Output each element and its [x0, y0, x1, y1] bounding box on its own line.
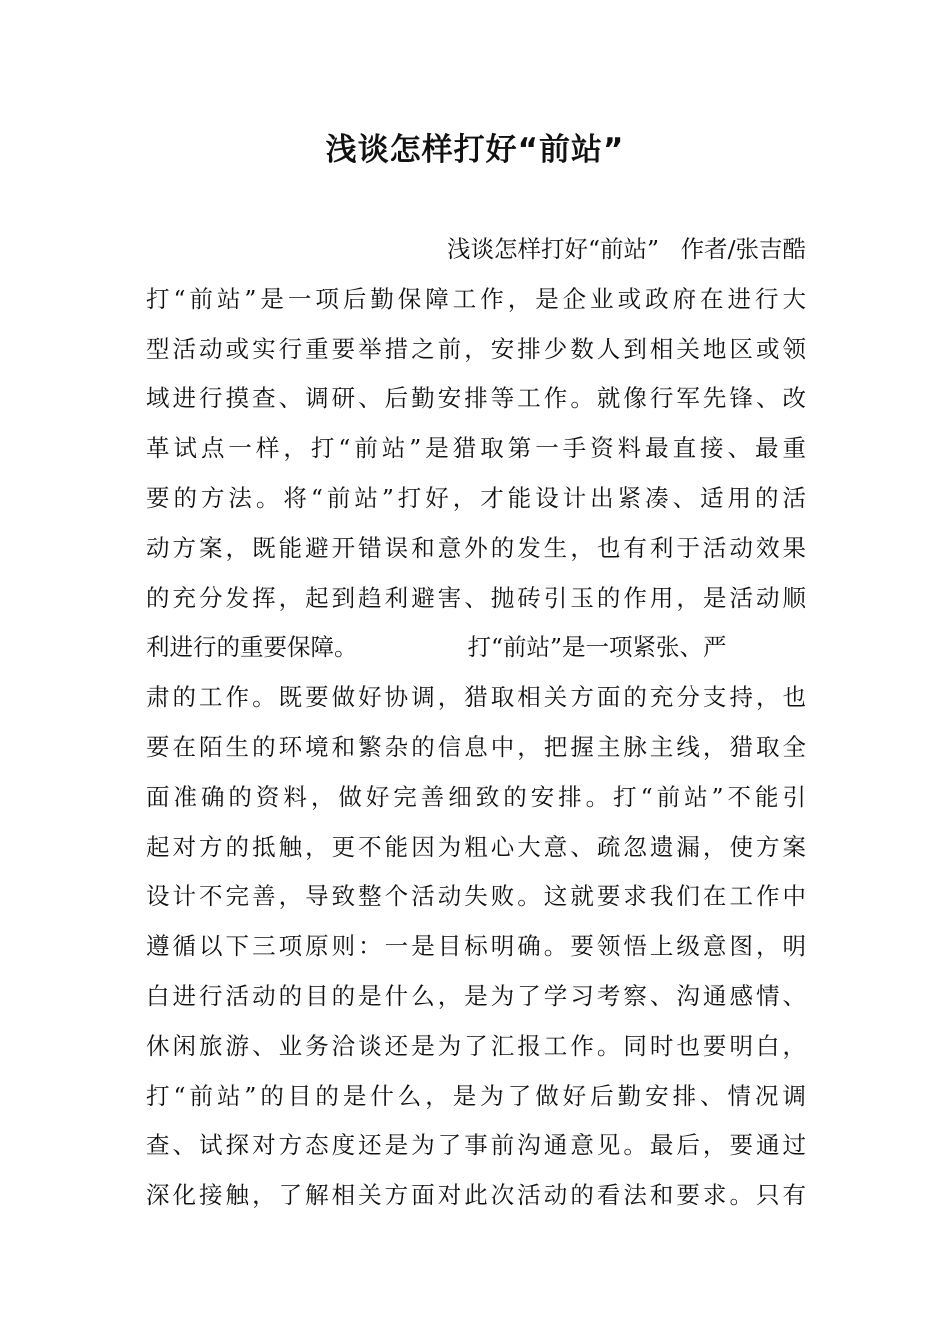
paragraph-start-text: 打“前站”是一项紧张、严 [467, 633, 727, 662]
text-line: 深化接触，了解相关方面对此次活动的看法和要求。只有 [146, 1181, 806, 1210]
text-line: 面准确的资料，做好完善细致的安排。打“前站”不能引 [146, 782, 806, 811]
text-line: 的充分发挥，起到趋利避害、抛砖引玉的作用，是活动顺 [146, 583, 806, 612]
document-body [146, 225, 806, 1221]
text-line: 要的方法。将“前站”打好，才能设计出紧凑、适用的活 [146, 483, 806, 512]
text-line: 型活动或实行重要举措之前，安排少数人到相关地区或领 [146, 334, 806, 363]
text-line: 查、试探对方态度还是为了事前沟通意见。最后，要通过 [146, 1131, 806, 1160]
text-line: 肃的工作。既要做好协调，猎取相关方面的充分支持，也 [146, 683, 806, 712]
document-title: 浅谈怎样打好“前站” [325, 132, 625, 168]
text-line: 白进行活动的目的是什么，是为了学习考察、沟通感情、 [146, 981, 806, 1010]
paragraph-break-line [146, 623, 806, 673]
text-line: 革试点一样，打“前站”是猎取第一手资料最直接、最重 [146, 434, 806, 463]
paragraph-end-text: 利进行的重要保障。 [146, 633, 358, 662]
text-line: 起对方的抵触，更不能因为粗心大意、疏忽遗漏，使方案 [146, 832, 806, 861]
text-line: 遵循以下三项原则：一是目标明确。要领悟上级意图，明 [146, 932, 806, 961]
text-line: 休闲旅游、业务洽谈还是为了汇报工作。同时也要明白， [146, 1031, 806, 1060]
byline-row [146, 225, 806, 275]
text-line: 动方案，既能避开错误和意外的发生，也有利于活动效果 [146, 533, 806, 562]
text-line: 域进行摸查、调研、后勤安排等工作。就像行军先锋、改 [146, 384, 806, 413]
text-line: 设计不完善，导致整个活动失败。这就要求我们在工作中 [146, 882, 806, 911]
document-subtitle: 浅谈怎样打好“前站” [447, 235, 660, 263]
document-author: 作者/张吉酷 [680, 235, 806, 263]
text-line: 打“前站”是一项后勤保障工作，是企业或政府在进行大 [146, 284, 806, 313]
text-line: 要在陌生的环境和繁杂的信息中，把握主脉主线，猎取全 [146, 732, 806, 761]
text-line: 打“前站”的目的是什么，是为了做好后勤安排、情况调 [146, 1081, 806, 1110]
